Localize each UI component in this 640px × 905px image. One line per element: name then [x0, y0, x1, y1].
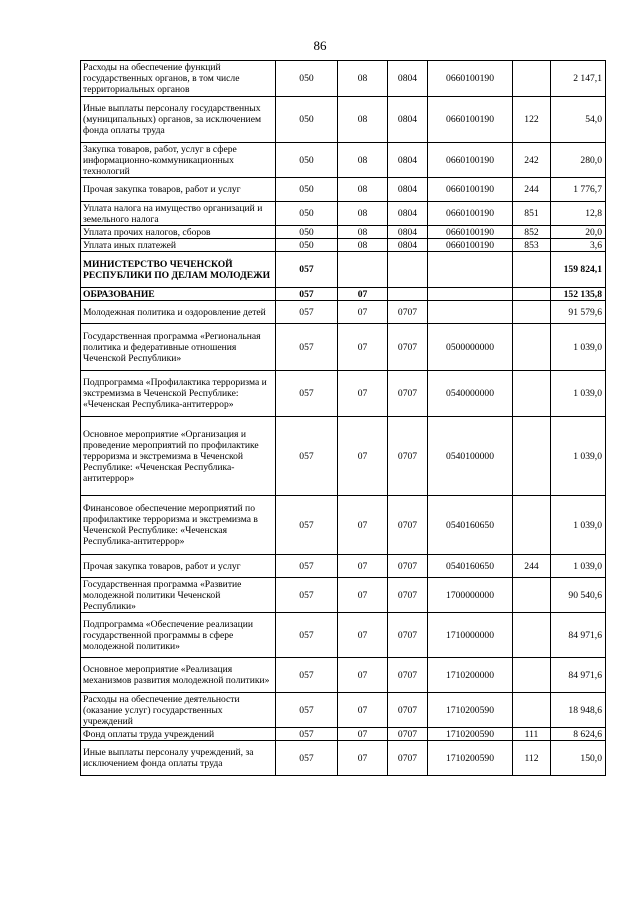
amount: 2 147,1 [551, 61, 606, 97]
target-article-code: 1710200000 [428, 658, 513, 693]
expense-type-code [513, 613, 551, 658]
row-name: Расходы на обеспечение деятельности (оказание услуг) государственных учреждений [81, 693, 276, 728]
section-code: 07 [338, 288, 388, 301]
ved-code: 057 [276, 417, 338, 496]
table-row [81, 728, 606, 741]
table-row [81, 97, 606, 143]
ved-code: 057 [276, 288, 338, 301]
ved-code: 050 [276, 178, 338, 202]
target-article-code: 0660100190 [428, 178, 513, 202]
expense-type-code: 112 [513, 741, 551, 776]
amount: 20,0 [551, 226, 606, 239]
subsection-code [388, 252, 428, 288]
table-row [81, 555, 606, 578]
subsection-code: 0804 [388, 226, 428, 239]
expense-type-code [513, 417, 551, 496]
ved-code: 057 [276, 371, 338, 417]
target-article-code: 0540160650 [428, 496, 513, 555]
target-article-code: 0660100190 [428, 143, 513, 178]
table-row [81, 324, 606, 371]
target-article-code: 0660100190 [428, 239, 513, 252]
target-article-code: 1710200590 [428, 693, 513, 728]
amount: 3,6 [551, 239, 606, 252]
ved-code: 050 [276, 239, 338, 252]
amount: 54,0 [551, 97, 606, 143]
expense-type-code [513, 252, 551, 288]
section-code: 07 [338, 324, 388, 371]
subsection-code: 0707 [388, 693, 428, 728]
ved-code: 057 [276, 324, 338, 371]
table-row [81, 252, 606, 288]
section-code: 07 [338, 693, 388, 728]
expense-type-code: 242 [513, 143, 551, 178]
amount: 280,0 [551, 143, 606, 178]
expense-type-code [513, 61, 551, 97]
target-article-code: 0660100190 [428, 202, 513, 226]
expense-type-code: 853 [513, 239, 551, 252]
table-row [81, 239, 606, 252]
subsection-code: 0707 [388, 613, 428, 658]
expense-type-code [513, 301, 551, 324]
table-row [81, 143, 606, 178]
subsection-code: 0804 [388, 178, 428, 202]
ved-code: 057 [276, 578, 338, 613]
table-row [81, 301, 606, 324]
section-code: 08 [338, 226, 388, 239]
subsection-code: 0707 [388, 658, 428, 693]
subsection-code: 0707 [388, 741, 428, 776]
subsection-code: 0804 [388, 97, 428, 143]
subsection-code: 0804 [388, 61, 428, 97]
section-code: 07 [338, 741, 388, 776]
amount: 91 579,6 [551, 301, 606, 324]
table-row [81, 178, 606, 202]
expense-type-code [513, 288, 551, 301]
target-article-code: 0660100190 [428, 226, 513, 239]
subsection-code: 0804 [388, 202, 428, 226]
expense-type-code: 244 [513, 555, 551, 578]
target-article-code: 1710000000 [428, 613, 513, 658]
target-article-code: 0660100190 [428, 61, 513, 97]
table-row [81, 288, 606, 301]
section-code: 07 [338, 371, 388, 417]
row-name: МИНИСТЕРСТВО ЧЕЧЕНСКОЙ РЕСПУБЛИКИ ПО ДЕЛАМ МОЛОДЕЖИ [81, 252, 276, 288]
amount: 90 540,6 [551, 578, 606, 613]
table-row [81, 371, 606, 417]
target-article-code: 0500000000 [428, 324, 513, 371]
expense-type-code: 122 [513, 97, 551, 143]
subsection-code: 0707 [388, 301, 428, 324]
ved-code: 057 [276, 613, 338, 658]
row-name: Основное мероприятие «Реализация механизмов развития молодежной политики» [81, 658, 276, 693]
row-name: ОБРАЗОВАНИЕ [81, 288, 276, 301]
ved-code: 050 [276, 226, 338, 239]
ved-code: 057 [276, 741, 338, 776]
subsection-code: 0707 [388, 578, 428, 613]
expense-type-code [513, 496, 551, 555]
row-name: Фонд оплаты труда учреждений [81, 728, 276, 741]
table-row [81, 417, 606, 496]
row-name: Молодежная политика и оздоровление детей [81, 301, 276, 324]
amount: 84 971,6 [551, 658, 606, 693]
section-code: 08 [338, 202, 388, 226]
ved-code: 050 [276, 97, 338, 143]
row-name: Подпрограмма «Обеспечение реализации государственной программы в сфере молодежной политики» [81, 613, 276, 658]
row-name: Уплата налога на имущество организаций и земельного налога [81, 202, 276, 226]
section-code: 07 [338, 555, 388, 578]
row-name: Иные выплаты персоналу государственных (муниципальных) органов, за исключением фонда оплаты труда [81, 97, 276, 143]
table-row [81, 226, 606, 239]
amount: 1 039,0 [551, 496, 606, 555]
row-name: Прочая закупка товаров, работ и услуг [81, 178, 276, 202]
section-code: 07 [338, 728, 388, 741]
expense-type-code [513, 371, 551, 417]
target-article-code [428, 301, 513, 324]
subsection-code: 0804 [388, 143, 428, 178]
table-row [81, 578, 606, 613]
subsection-code: 0804 [388, 239, 428, 252]
subsection-code: 0707 [388, 555, 428, 578]
target-article-code: 0660100190 [428, 97, 513, 143]
target-article-code [428, 252, 513, 288]
amount: 152 135,8 [551, 288, 606, 301]
section-code: 07 [338, 578, 388, 613]
target-article-code: 0540000000 [428, 371, 513, 417]
table-row [81, 202, 606, 226]
row-name: Основное мероприятие «Организация и проведение мероприятий по профилактике терроризма и экстремизма в Чеченской Республике: «Чеченская Республика-антитеррор» [81, 417, 276, 496]
ved-code: 057 [276, 728, 338, 741]
subsection-code [388, 288, 428, 301]
expense-type-code [513, 658, 551, 693]
table-row [81, 658, 606, 693]
amount: 1 039,0 [551, 371, 606, 417]
subsection-code: 0707 [388, 324, 428, 371]
ved-code: 050 [276, 61, 338, 97]
row-name: Подпрограмма «Профилактика терроризма и экстремизма в Чеченской Республике: «Чеченская Республика-антитеррор» [81, 371, 276, 417]
amount: 84 971,6 [551, 613, 606, 658]
ved-code: 057 [276, 555, 338, 578]
section-code: 08 [338, 61, 388, 97]
section-code: 07 [338, 301, 388, 324]
subsection-code: 0707 [388, 728, 428, 741]
amount: 1 039,0 [551, 555, 606, 578]
amount: 150,0 [551, 741, 606, 776]
row-name: Уплата прочих налогов, сборов [81, 226, 276, 239]
subsection-code: 0707 [388, 417, 428, 496]
table-row [81, 693, 606, 728]
ved-code: 050 [276, 202, 338, 226]
subsection-code: 0707 [388, 496, 428, 555]
amount: 1 776,7 [551, 178, 606, 202]
table-row [81, 613, 606, 658]
target-article-code: 1710200590 [428, 728, 513, 741]
page-number: 86 [313, 38, 327, 53]
amount: 1 039,0 [551, 417, 606, 496]
amount: 1 039,0 [551, 324, 606, 371]
section-code: 08 [338, 239, 388, 252]
section-code: 07 [338, 658, 388, 693]
row-name: Государственная программа «Региональная политика и федеративные отношения Чеченской Республики» [81, 324, 276, 371]
row-name: Расходы на обеспечение функций государственных органов, в том числе территориальных органов [81, 61, 276, 97]
expense-type-code [513, 578, 551, 613]
expense-type-code: 111 [513, 728, 551, 741]
ved-code: 057 [276, 252, 338, 288]
row-name: Прочая закупка товаров, работ и услуг [81, 555, 276, 578]
row-name: Государственная программа «Развитие молодежной политики Чеченской Республики» [81, 578, 276, 613]
expense-type-code: 852 [513, 226, 551, 239]
row-name: Финансовое обеспечение мероприятий по профилактике терроризма и экстремизма в Чеченской Республике: «Чеченская Республика-антитеррор» [81, 496, 276, 555]
section-code: 08 [338, 143, 388, 178]
ved-code: 057 [276, 496, 338, 555]
target-article-code [428, 288, 513, 301]
ved-code: 057 [276, 301, 338, 324]
table-row [81, 741, 606, 776]
expense-type-code: 244 [513, 178, 551, 202]
section-code: 07 [338, 417, 388, 496]
amount: 12,8 [551, 202, 606, 226]
ved-code: 050 [276, 143, 338, 178]
row-name: Иные выплаты персоналу учреждений, за исключением фонда оплаты труда [81, 741, 276, 776]
ved-code: 057 [276, 693, 338, 728]
section-code: 08 [338, 97, 388, 143]
amount: 159 824,1 [551, 252, 606, 288]
row-name: Уплата иных платежей [81, 239, 276, 252]
target-article-code: 0540160650 [428, 555, 513, 578]
amount: 18 948,6 [551, 693, 606, 728]
table-row [81, 496, 606, 555]
target-article-code: 1700000000 [428, 578, 513, 613]
target-article-code: 1710200590 [428, 741, 513, 776]
target-article-code: 0540100000 [428, 417, 513, 496]
amount: 8 624,6 [551, 728, 606, 741]
section-code [338, 252, 388, 288]
ved-code: 057 [276, 658, 338, 693]
section-code: 07 [338, 613, 388, 658]
section-code: 07 [338, 496, 388, 555]
expense-type-code: 851 [513, 202, 551, 226]
table-row [81, 61, 606, 97]
expense-type-code [513, 693, 551, 728]
section-code: 08 [338, 178, 388, 202]
budget-table [80, 60, 606, 776]
row-name: Закупка товаров, работ, услуг в сфере информационно-коммуникационных технологий [81, 143, 276, 178]
subsection-code: 0707 [388, 371, 428, 417]
expense-type-code [513, 324, 551, 371]
